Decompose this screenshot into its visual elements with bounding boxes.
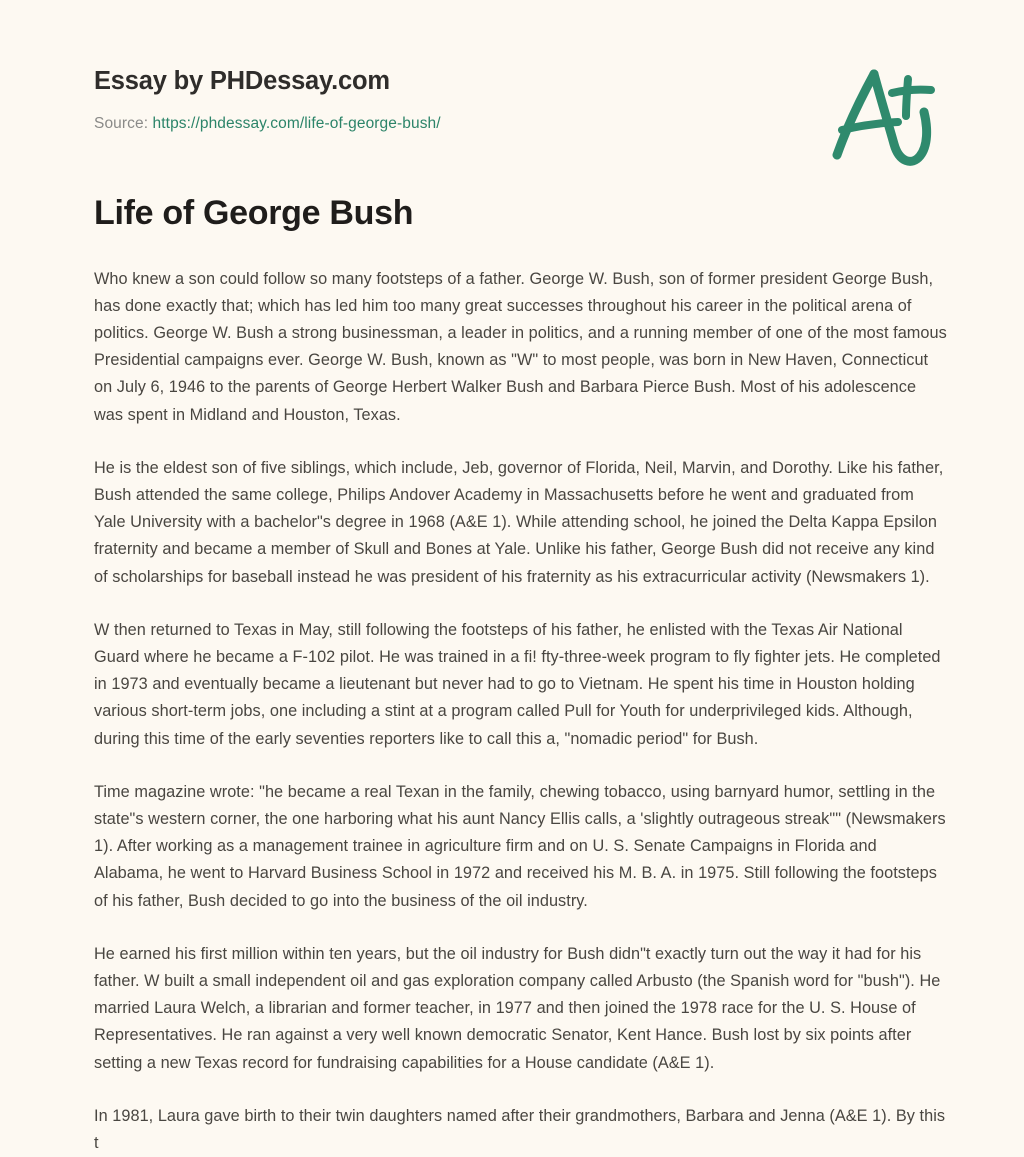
page-header	[94, 0, 949, 104]
paragraph: He is the eldest son of five siblings, which include, Jeb, governor of Florida, Neil, Marvin, and Dorothy. Like his father, Bush attended the same college, Philips Andover Academy in Massachusetts before he went and graduated from Yale University with a bachelor"s degree in 1968 (A&E 1). While attending school, he joined the Delta Kappa Epsilon fraternity and became a member of Skull and Bones at Yale. Unlike his father, George Bush did not receive any kind of scholarships for baseball instead he was president of his fraternity as his extracurricular activity (Newsmakers 1).	[94, 455, 949, 591]
source-url-link[interactable]: https://phdessay.com/life-of-george-bush/	[153, 115, 441, 132]
paragraph: W then returned to Texas in May, still following the footsteps of his father, he enlisted with the Texas Air National Guard where he became a F-102 pilot. He was trained in a fi! fty-three-week program to fly fighter jets. He completed in 1973 and eventually became a lieutenant but never had to go to Vietnam. He spent his time in Houston holding various short-term jobs, one including a stint at a program called Pull for Youth for underprivileged kids. Although, during this time of the early seventies reporters like to call this a, "nomadic period" for Bush.	[94, 617, 949, 753]
source-line	[94, 114, 949, 134]
article-body	[94, 266, 949, 1157]
page-title: Life of George Bush	[94, 192, 949, 235]
source-label: Source:	[94, 115, 148, 132]
paragraph: Who knew a son could follow so many footsteps of a father. George W. Bush, son of former president George Bush, has done exactly that; which has led him too many great successes throughout his career in the political arena of politics. George W. Bush a strong businessman, a leader in politics, and a running member of one of the most famous Presidential campaigns ever. George W. Bush, known as "W" to most people, was born in New Haven, Connecticut on July 6, 1946 to the parents of George Herbert Walker Bush and Barbara Pierce Bush. Most of his adolescence was spent in Midland and Houston, Texas.	[94, 266, 949, 429]
brand-title: Essay by PHDessay.com	[94, 66, 949, 97]
paragraph: Time magazine wrote: "he became a real Texan in the family, chewing tobacco, using barnyard humor, settling in the state"s western corner, the one harboring what his aunt Nancy Ellis calls, a 'slightly outrageous streak"" (Newsmakers 1). After working as a management trainee in agriculture firm and on U. S. Senate Campaigns in Florida and Alabama, he went to Harvard Business School in 1972 and received his M. B. A. in 1975. Still following the footsteps of his father, Bush decided to go into the business of the oil industry.	[94, 779, 949, 915]
paragraph: He earned his first million within ten years, but the oil industry for Bush didn"t exactly turn out the way it had for his father. W built a small independent oil and gas exploration company called Arbusto (the Spanish word for "bush"). He married Laura Welch, a librarian and former teacher, in 1977 and then joined the 1978 race for the U. S. House of Representatives. He ran against a very well known democratic Senator, Kent Hance. Bush lost by six points after setting a new Texas record for fundraising capabilities for a House candidate (A&E 1).	[94, 941, 949, 1077]
paragraph: In 1981, Laura gave birth to their twin daughters named after their grandmothers, Barbara and Jenna (A&E 1). By this t	[94, 1103, 949, 1157]
